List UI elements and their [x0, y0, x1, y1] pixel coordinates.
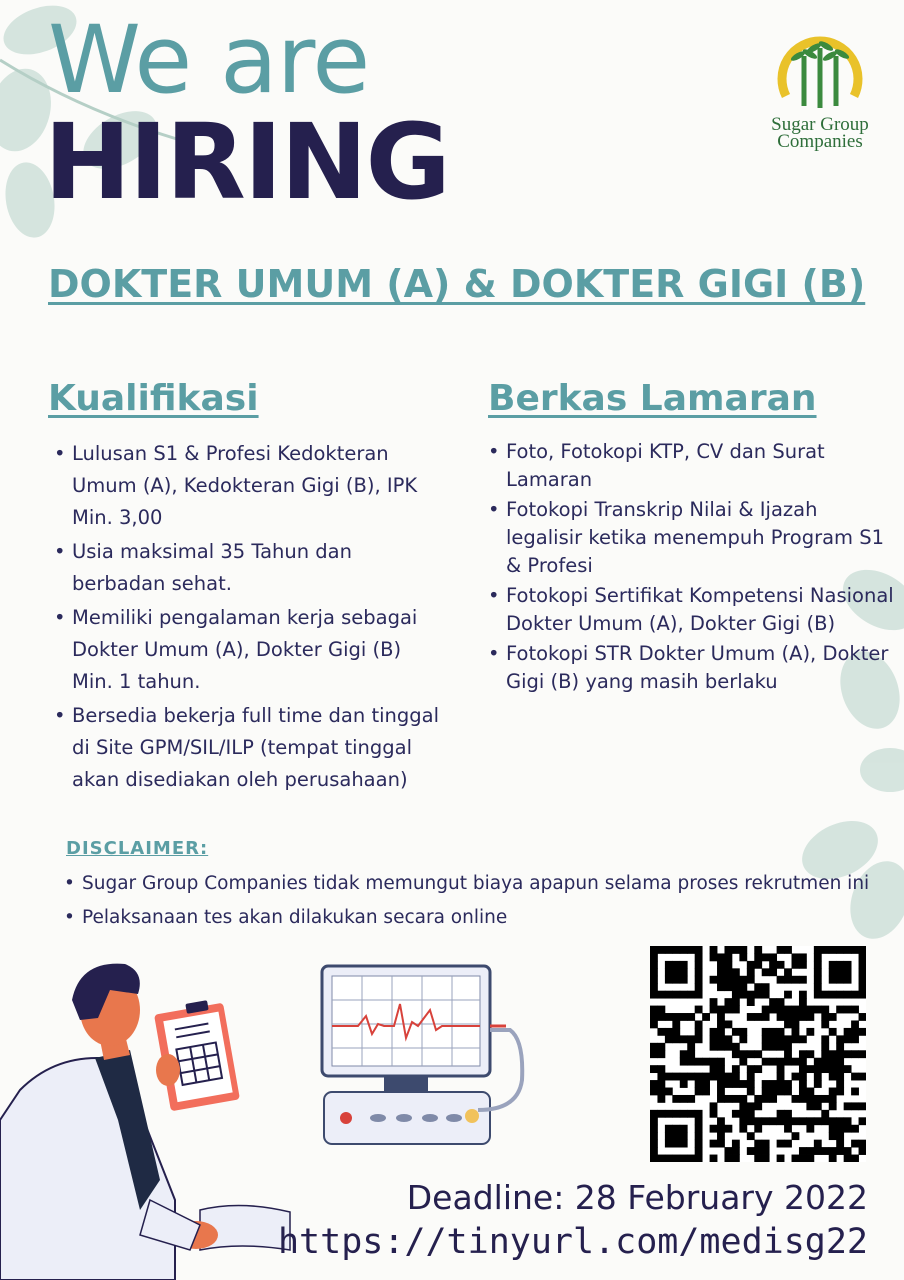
qr-code-icon[interactable] [650, 946, 866, 1162]
headline-hiring: HIRING [44, 101, 449, 223]
list-item: • Foto, Fotokopi KTP, CV dan Surat Lamaran [486, 438, 898, 494]
list-item: • Memiliki pengalaman kerja sebagai Dokter Umum (A), Dokter Gigi (B) Min. 1 tahun. [52, 602, 442, 698]
qualifications-heading: Kualifikasi [48, 378, 259, 419]
sugarcane-logo-icon [774, 26, 866, 116]
list-item: • Bersedia bekerja full time dan tinggal di Site GPM/SIL/ILP (tempat tinggal akan disediakan oleh perusahaan) [52, 700, 442, 796]
headline-we-are: We are [48, 6, 370, 115]
list-item: • Fotokopi Sertifikat Kompetensi Nasional Dokter Umum (A), Dokter Gigi (B) [486, 582, 898, 638]
list-item: • Fotokopi STR Dokter Umum (A), Dokter Gigi (B) yang masih berlaku [486, 640, 898, 696]
list-item: • Usia maksimal 35 Tahun dan berbadan sehat. [52, 536, 442, 600]
documents-list [486, 438, 898, 698]
list-item: • Pelaksanaan tes akan dilakukan secara online [62, 902, 898, 934]
logo-name-line2: Companies [777, 131, 863, 152]
qualifications-list [52, 438, 442, 798]
list-item: • Fotokopi Transkrip Nilai & Ijazah legalisir ketika menempuh Program S1 & Profesi [486, 496, 898, 580]
deadline-text: Deadline: 28 February 2022 [406, 1178, 868, 1217]
list-item: • Sugar Group Companies tidak memungut biaya apapun selama proses rekrutmen ini [62, 868, 898, 900]
job-title: DOKTER UMUM (A) & DOKTER GIGI (B) [48, 262, 866, 306]
ecg-monitor-illustration [318, 960, 538, 1150]
documents-heading: Berkas Lamaran [488, 378, 817, 419]
company-logo-text [752, 116, 888, 150]
doctor-with-clipboard-illustration [0, 950, 300, 1280]
logo-name-line1: Sugar Group [771, 114, 869, 135]
application-url-link[interactable]: https://tinyurl.com/medisg22 [277, 1222, 868, 1262]
list-item: • Lulusan S1 & Profesi Kedokteran Umum (A), Kedokteran Gigi (B), IPK Min. 3,00 [52, 438, 442, 534]
disclaimer-heading: DISCLAIMER: [66, 838, 209, 859]
disclaimer-list [62, 868, 898, 936]
